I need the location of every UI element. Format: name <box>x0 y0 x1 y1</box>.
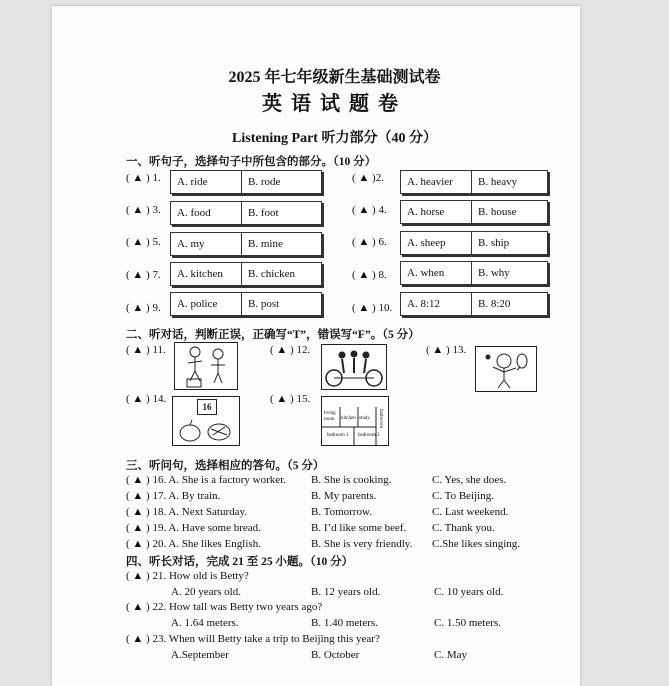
room-study: study <box>359 416 370 421</box>
q8-option-a: A. when <box>401 262 472 284</box>
room-bedroom-2: bedroom 2 <box>358 433 380 438</box>
q7-label: ( ▲ ) 7. <box>126 269 161 281</box>
q10-options <box>400 292 548 316</box>
q4-option-b: B. house <box>478 206 517 218</box>
room-living: living room <box>324 411 336 422</box>
q2-option-b: B. heavy <box>478 176 518 188</box>
section-1-title: 一、听句子，选择句子中所包含的部分。（10 分） <box>126 156 377 168</box>
q6-option-a: A. sheep <box>401 232 472 254</box>
q2-label: ( ▲ )2. <box>352 172 384 184</box>
q19-option-c: C. Thank you. <box>432 522 495 534</box>
q23-option-a: A.September <box>171 649 229 661</box>
q17-option-c: C. To Beijing. <box>432 490 494 502</box>
q2-options <box>400 170 548 194</box>
family-bicycle-icon <box>322 345 386 389</box>
q5-label: ( ▲ ) 5. <box>126 236 161 248</box>
room-kitchen: kitchen <box>341 416 356 421</box>
q22-question: ( ▲ ) 22. How tall was Betty two years ago? <box>126 601 323 613</box>
q12-picture <box>321 344 387 390</box>
q19-question: ( ▲ ) 19. A. Have some bread. <box>126 522 261 534</box>
q3-option-b: B. foot <box>248 207 279 219</box>
q13-picture <box>475 346 537 392</box>
q1-option-b: B. rode <box>248 176 281 188</box>
q9-label: ( ▲ ) 9. <box>126 302 161 314</box>
q6-label: ( ▲ ) 6. <box>352 236 387 248</box>
part-heading: Listening Part 听力部分（40 分） <box>232 131 437 146</box>
q18-option-c: C. Last weekend. <box>432 506 509 518</box>
q16-question: ( ▲ ) 16. A. She is a factory worker. <box>126 474 286 486</box>
exam-title: 2025 年七年级新生基础测试卷 <box>228 69 441 86</box>
q10-option-a: A. 8:12 <box>401 293 472 315</box>
q5-options <box>170 232 322 256</box>
q10-option-b: B. 8:20 <box>478 298 511 310</box>
q1-option-a: A. ride <box>171 171 242 193</box>
q23-option-c: C. May <box>434 649 467 661</box>
q4-options <box>400 200 548 224</box>
q3-options <box>170 201 322 225</box>
children-playing-icon <box>175 343 237 389</box>
q1-options <box>170 170 322 194</box>
q17-option-b: B. My parents. <box>311 490 377 502</box>
q15-floor-plan <box>321 396 389 446</box>
q7-option-a: A. kitchen <box>171 263 242 285</box>
q8-option-b: B. why <box>478 267 510 279</box>
room-bedroom-1: bedroom 1 <box>327 433 349 438</box>
q21-question: ( ▲ ) 21. How old is Betty? <box>126 570 249 582</box>
exam-subtitle: 英语试题卷 <box>262 93 407 115</box>
section-3-title: 三、听问句，选择相应的答句。（5 分） <box>126 460 325 472</box>
q9-option-a: A. police <box>171 293 242 315</box>
q1-label: ( ▲ ) 1. <box>126 172 161 184</box>
q22-option-a: A. 1.64 meters. <box>171 617 239 629</box>
q11-label: ( ▲ ) 11. <box>126 344 166 356</box>
q4-label: ( ▲ ) 4. <box>352 204 387 216</box>
tennis-player-icon <box>476 347 536 391</box>
calendar-date: 16 <box>197 399 217 415</box>
q23-option-b: B. October <box>311 649 360 661</box>
q17-question: ( ▲ ) 17. A. By train. <box>126 490 221 502</box>
q19-option-b: B. I’d like some beef. <box>311 522 407 534</box>
q5-option-a: A. my <box>171 233 242 255</box>
q14-label: ( ▲ ) 14. <box>126 393 167 405</box>
q21-option-c: C. 10 years old. <box>434 586 504 598</box>
q5-option-b: B. mine <box>248 238 283 250</box>
q20-option-c: C.She likes singing. <box>432 538 521 550</box>
q21-option-a: A. 20 years old. <box>171 586 241 598</box>
q8-label: ( ▲ ) 8. <box>352 269 387 281</box>
q13-label: ( ▲ ) 13. <box>426 344 467 356</box>
section-2-title: 二、听对话，判断正误，正确写“T”，错误写“F”。（5 分） <box>126 329 420 341</box>
q18-question: ( ▲ ) 18. A. Next Saturday. <box>126 506 248 518</box>
q20-question: ( ▲ ) 20. A. She likes English. <box>126 538 261 550</box>
q7-options <box>170 262 322 286</box>
q22-option-b: B. 1.40 meters. <box>311 617 378 629</box>
q9-options <box>170 292 322 316</box>
floor-plan-lines <box>322 397 388 445</box>
q16-option-b: B. She is cooking. <box>311 474 392 486</box>
q4-option-a: A. horse <box>401 201 472 223</box>
q14-picture <box>172 396 240 446</box>
q7-option-b: B. chicken <box>248 268 296 280</box>
q11-picture <box>174 342 238 390</box>
q6-option-b: B. ship <box>478 237 510 249</box>
q21-option-b: B. 12 years old. <box>311 586 381 598</box>
q18-option-b: B. Tomorrow. <box>311 506 372 518</box>
q16-option-c: C. Yes, she does. <box>432 474 507 486</box>
room-bathroom: bathroom <box>378 409 383 429</box>
q6-options <box>400 231 548 255</box>
section-4-title: 四、听长对话，完成 21 至 25 小题。（10 分） <box>126 556 354 568</box>
q2-option-a: A. heavier <box>401 171 472 193</box>
q10-label: ( ▲ ) 10. <box>352 302 393 314</box>
q9-option-b: B. post <box>248 298 280 310</box>
q22-option-c: C. 1.50 meters. <box>434 617 501 629</box>
q12-label: ( ▲ ) 12. <box>270 344 311 356</box>
q3-option-a: A. food <box>171 202 242 224</box>
q20-option-b: B. She is very friendly. <box>311 538 413 550</box>
q8-options <box>400 261 548 285</box>
q3-label: ( ▲ ) 3. <box>126 204 161 216</box>
q23-question: ( ▲ ) 23. When will Betty take a trip to Beijing this year? <box>126 633 380 645</box>
q15-label: ( ▲ ) 15. <box>270 393 311 405</box>
